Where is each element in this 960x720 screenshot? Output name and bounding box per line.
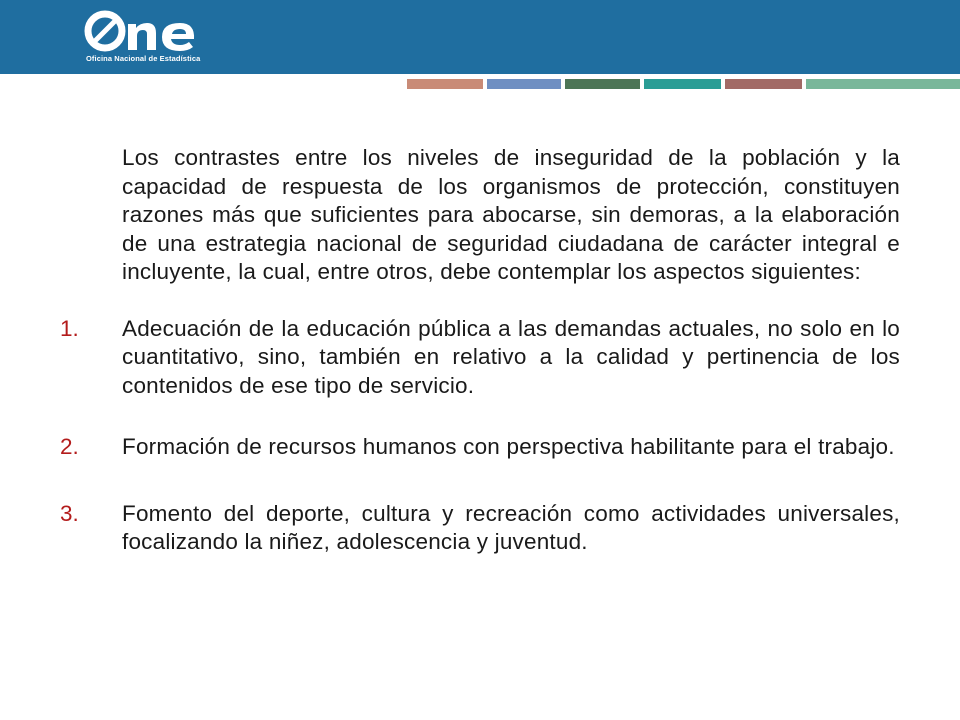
list-item xyxy=(60,315,900,401)
intro-paragraph: Los contrastes entre los niveles de inseguridad de la población y la capacidad de respuesta de los organismos de protección, constituyen razones más que suficientes para abocarse, sin demoras, a la elaboración de una estrategia nacional de seguridad ciudadana de carácter integral e incluyente, la cual, entre otros, debe contemplar los aspectos siguientes: xyxy=(122,145,900,284)
logo-subtitle: Oficina Nacional de Estadística xyxy=(86,54,201,63)
list-item-number: 1. xyxy=(60,315,79,341)
stripe-3 xyxy=(565,79,640,89)
stripe-6 xyxy=(806,79,960,89)
list-item xyxy=(60,500,900,557)
header-band xyxy=(0,0,960,74)
list-item-text: Adecuación de la educación pública a las demandas actuales, no solo en lo cuantitativo, sino, también en relativo a la calidad y pertinencia de los contenidos de ese tipo de servicio. xyxy=(122,315,900,398)
list-item-number: 2. xyxy=(60,434,79,459)
one-logo-mark xyxy=(84,8,202,54)
one-logo xyxy=(84,6,214,68)
stripe-5 xyxy=(725,79,802,89)
list-item-number: 3. xyxy=(60,500,79,526)
stripe-4 xyxy=(644,79,721,89)
slide-content xyxy=(60,144,900,557)
stripe-1 xyxy=(407,79,483,89)
list-item-text: Fomento del deporte, cultura y recreación como actividades universales, focalizando la niñez, adolescencia y juventud. xyxy=(122,500,900,554)
color-stripes xyxy=(0,79,960,89)
list-item-text: Formación de recursos humanos con perspectiva habilitante para el trabajo. xyxy=(122,434,895,459)
stripe-2 xyxy=(487,79,561,89)
list-item xyxy=(60,433,900,462)
